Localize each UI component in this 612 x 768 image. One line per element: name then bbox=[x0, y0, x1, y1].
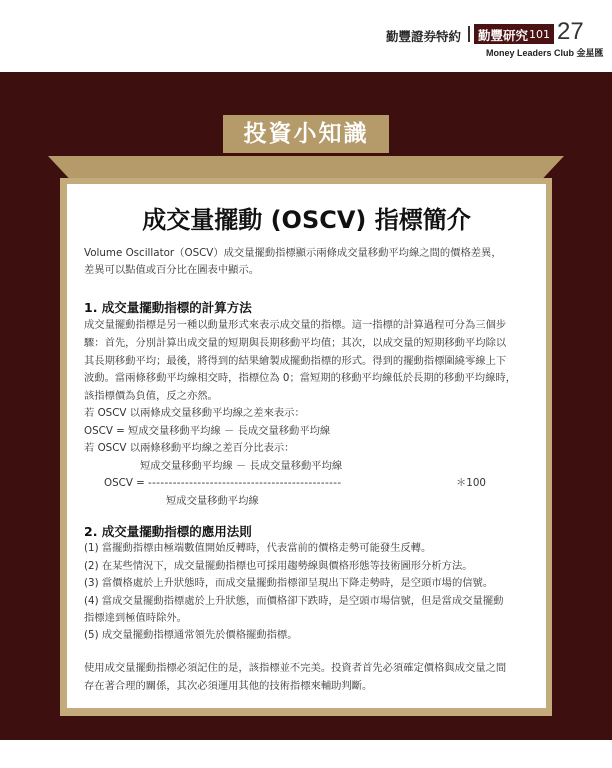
section1-line: 其長期移動平均；最後，將得到的結果繪製成擺動指標的形式。得到的擺動指標圍繞零線上下 bbox=[84, 355, 507, 367]
section1-line: 若 OSCV 以兩條移動平均線之差百分比表示： bbox=[84, 442, 295, 454]
section2-line: (2) 在某些情況下，成交量擺動指標也可採用趨勢線與價格形態等技術圖形分析方法。 bbox=[84, 560, 473, 572]
section1-heading: 1. 成交量擺動指標的計算方法 bbox=[84, 300, 252, 315]
section-badge: 投資小知識 bbox=[223, 115, 389, 153]
column-title: 勤豐研究 bbox=[478, 28, 529, 43]
section1-line: 該指標價為負值，反之亦然。 bbox=[84, 390, 218, 402]
article-title: 成交量擺動 (OSCV) 指標簡介 bbox=[142, 206, 471, 234]
formula-fraction-bar: ----------------------------------------------- bbox=[148, 477, 342, 489]
section2-heading: 2. 成交量擺動指標的應用法則 bbox=[84, 524, 252, 539]
intro-line: 差異可以點值或百分比在圖表中顯示。 bbox=[84, 264, 260, 276]
club-name: Money Leaders Club 金星匯 bbox=[486, 48, 604, 58]
section1-line: 驟：首先，分別計算出成交量的短期與長期移動平均值；其次，以成交量的短期移動平均除以 bbox=[84, 337, 507, 349]
section1-line: 成交量擺動指標是另一種以動量形式來表示成交量的指標。這一指標的計算過程可分為三個步 bbox=[84, 319, 507, 331]
column-tag bbox=[474, 24, 554, 44]
intro-line: Volume Oscillator（OSCV）成交量擺動指標顯示兩條成交量移動平均線之間的價格差異， bbox=[84, 247, 502, 259]
section2-line: (4) 當成交量擺動指標處於上升狀態，而價格卻下跌時，是空頭市場信號，但是當成交量擺動 bbox=[84, 595, 504, 607]
formula-lhs: OSCV = bbox=[104, 477, 145, 489]
conclusion-line: 存在著合理的關係，其次必須運用其他的技術指標來輔助判斷。 bbox=[84, 680, 373, 692]
section2-line: (3) 當價格處於上升狀態時，而成交量擺動指標卻呈現出下降走勢時，是空頭市場的信號。 bbox=[84, 577, 494, 589]
page-number: 27 bbox=[557, 18, 584, 45]
column-number: 101 bbox=[529, 28, 550, 41]
section1-line: 若 OSCV 以兩條成交量移動平均線之差來表示： bbox=[84, 407, 305, 419]
conclusion-line: 使用成交量擺動指標必須記住的是，該指標並不完美。投資者首先必須確定價格與成交量之間 bbox=[84, 662, 507, 674]
page-header bbox=[0, 0, 612, 70]
section2-line: (1) 當擺動指標由極端數值開始反轉時，代表當前的價格走勢可能發生反轉。 bbox=[84, 542, 432, 554]
gold-ribbon bbox=[48, 156, 564, 178]
brand-sponsor: 勤豐證券特約 bbox=[386, 29, 462, 44]
section1-line: 波動。當兩條移動平均線相交時，指標位為 0；當短期的移動平均線低於長期的移動平均線時， bbox=[84, 372, 516, 384]
formula-numerator: 短成交量移動平均線 － 長成交量移動平均線 bbox=[140, 460, 343, 472]
header-divider bbox=[468, 26, 470, 42]
bottom-margin bbox=[0, 740, 612, 768]
formula-multiplier: ＊100 bbox=[456, 477, 486, 489]
formula-denominator: 短成交量移動平均線 bbox=[166, 495, 259, 507]
section1-line: OSCV = 短成交量移動平均線 － 長成交量移動平均線 bbox=[84, 425, 331, 437]
section2-line: (5) 成交量擺動指標通常領先於價格擺動指標。 bbox=[84, 629, 298, 641]
section2-line: 指標達到極值時除外。 bbox=[84, 612, 187, 624]
